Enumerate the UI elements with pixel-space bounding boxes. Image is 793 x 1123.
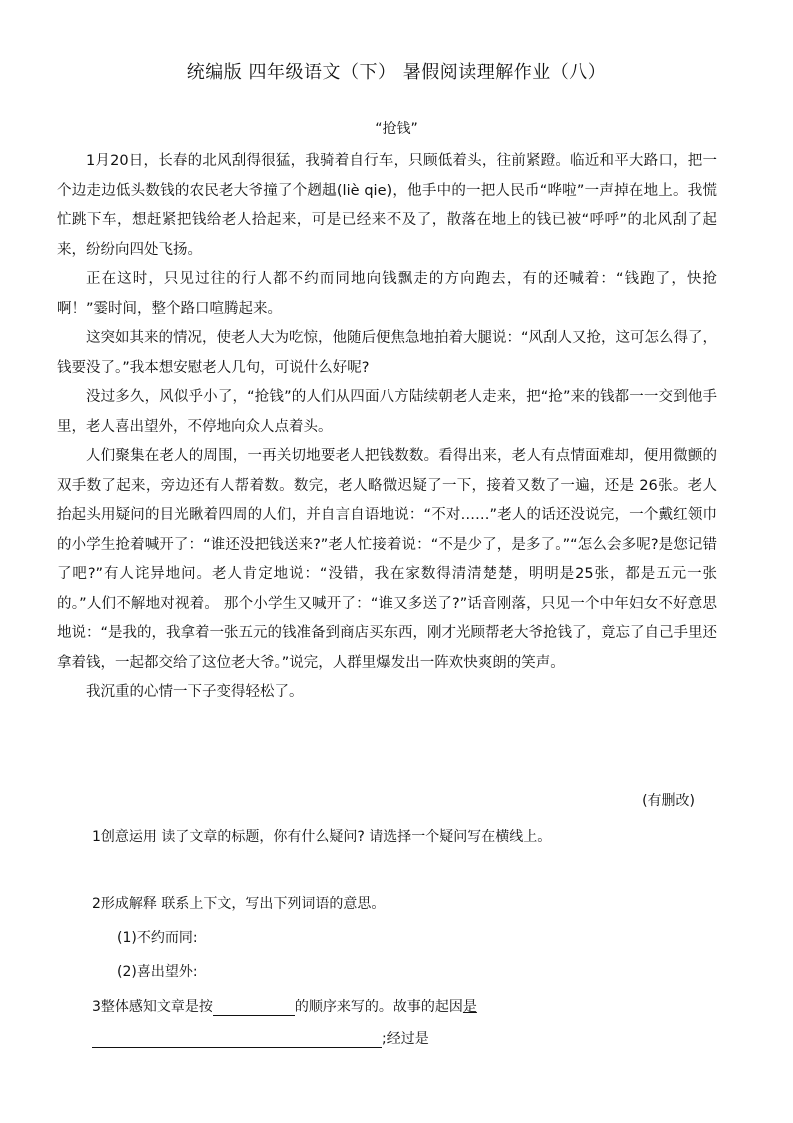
paragraph-1: 1月20日，长春的北风刮得很猛，我骑着自行车，只顾低着头，往前紧蹬。临近和平大路口，把一个边走边低头数钱的农民老大爷撞了个趔趄(liè qie)，他手中的一把人民币“哗啦”一声掉在地上。我慌忙跳下车，想赶紧把钱给老人拾起来，可是已经来不及了，散落在地上的钱已被“呼呼”的北风刮了起来，纷纷向四处飞扬。 [57,153,717,258]
question-3-text-b: 的顺序来写的。故事的起因 [294,999,463,1015]
question-3-line-2 [92,1028,429,1048]
page-title: 统编版 四年级语文（下） 暑假阅读理解作业（八） [186,62,607,83]
paragraph-5: 人们聚集在老人的周围，一再关切地要老人把钱数数。看得出来，老人有点情面难却，便用微颤的双手数了起来，旁边还有人帮着数。数完，老人略微迟疑了一下，接着又数了一遍，还是 26张。老人抬起头用疑问的目光瞅着四周的人们，并自言自语地说：“不对……”老人的话还没说完，一个戴红领巾的小学生抢着喊开了：“谁还没把钱送来?”老人忙接着说：“不是少了，是多了。”“怎么会多呢?是您记错了吧?”有人诧异地问。老人肯定地说：“没错，我在家数得清清楚楚，明明是25张，都是五元一张的。”人们不解地对视着。 那个小学生又喊开了：“谁又多送了?”话音刚落，只见一个中年妇女不好意思地说：“是我的，我拿着一张五元的钱准备到商店买东西，刚才光顾帮老大爷抢钱了，竟忘了自己手里还拿着钱，一起都交给了这位老大爷。”说完，人群里爆发出一阵欢快爽朗的笑声。 [57,448,718,671]
question-2-item-2: (2)喜出望外: [117,964,198,980]
paragraph-4: 没过多久，风似乎小了，“抢钱”的人们从四面八方陆续朝老人走来，把“抢”来的钱都一一交到他手里，老人喜出望外，不停地向众人点着头。 [57,389,717,435]
source-note: (有删改) [642,793,695,809]
answer-blank-cause[interactable] [92,1031,382,1048]
question-1: 1创意运用 读了文章的标题，你有什么疑问? 请选择一个疑问写在横线上。 [92,829,552,845]
article-title: “抢钱” [375,121,418,137]
question-3-text-d: ;经过是 [382,1031,429,1047]
question-3-text-a: 3整体感知文章是按 [92,999,213,1015]
question-3 [92,996,477,1016]
paragraph-6: 我沉重的心情一下子变得轻松了。 [86,684,304,700]
question-3-text-c: 是 [462,999,477,1015]
article-body [57,147,717,708]
paragraph-3: 这突如其来的情况，使老人大为吃惊，他随后便焦急地拍着大腿说：“风刮人又抢，这可怎么得了，钱要没了。”我本想安慰老人几句，可说什么好呢? [57,330,718,376]
answer-blank-order[interactable] [213,999,295,1016]
question-2-item-1: (1)不约而同: [117,930,198,946]
question-2: 2形成解释 联系上下文，写出下列词语的意思。 [92,896,386,912]
paragraph-2: 正在这时，只见过往的行人都不约而同地向钱飘走的方向跑去，有的还喊着：“钱跑了，快抢啊！”霎时间，整个路口喧腾起来。 [57,271,717,317]
